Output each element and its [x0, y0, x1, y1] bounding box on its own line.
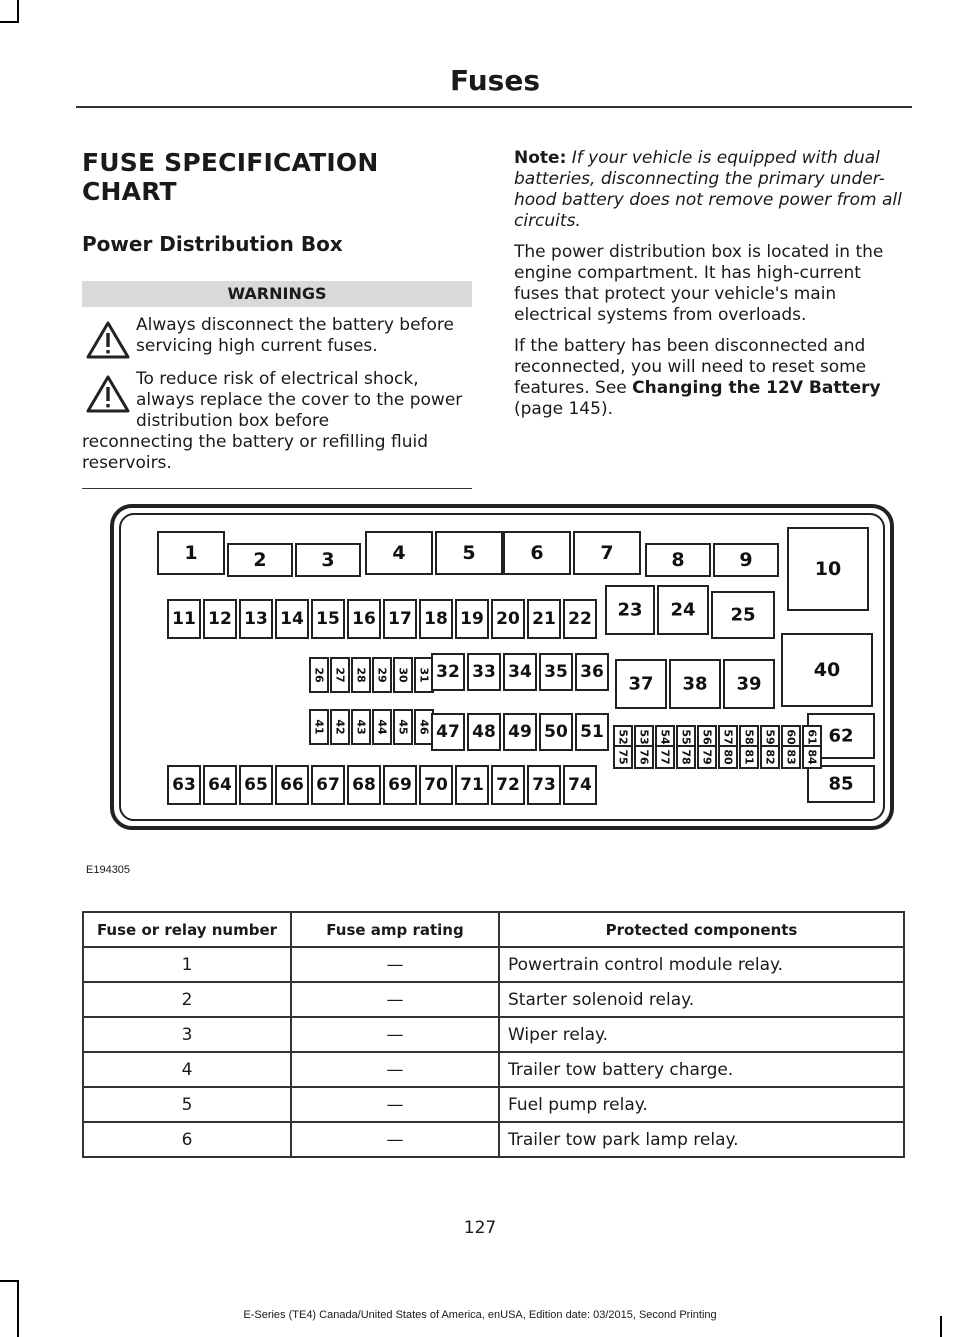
fuse-slot-37 — [616, 660, 666, 708]
fuse-slot-17 — [384, 600, 416, 638]
svg-text:18: 18 — [424, 609, 448, 629]
fuse-slot-18 — [420, 600, 452, 638]
note-text: If your vehicle is equipped with dual batteries, disconnecting the primary under-hood battery does not remove power from all circuits. — [514, 148, 902, 231]
svg-text:34: 34 — [508, 662, 532, 682]
fuse-slot-71 — [456, 766, 488, 804]
fuse-slot-47 — [432, 714, 464, 750]
fuse-slot-66 — [276, 766, 308, 804]
fuse-slot-21 — [528, 600, 560, 638]
divider — [82, 488, 472, 489]
fuse-slot-15 — [312, 600, 344, 638]
fuse-slot-30 — [394, 658, 412, 692]
table-row — [83, 1017, 904, 1052]
warning-item — [82, 369, 472, 432]
fuse-slot-38 — [670, 660, 720, 708]
fuse-slot-77 — [656, 746, 674, 768]
svg-text:44: 44 — [375, 719, 389, 735]
svg-text:77: 77 — [658, 749, 672, 765]
fuse-number: 2 — [83, 982, 291, 1017]
fuse-slot-60 — [782, 726, 800, 748]
svg-text:74: 74 — [568, 775, 592, 795]
svg-text:49: 49 — [508, 722, 532, 742]
fuse-slot-5 — [436, 532, 502, 574]
svg-text:15: 15 — [316, 609, 340, 629]
svg-text:70: 70 — [424, 775, 448, 795]
svg-text:52: 52 — [616, 729, 630, 745]
svg-text:85: 85 — [828, 773, 854, 795]
svg-text:2: 2 — [253, 549, 267, 571]
svg-text:5: 5 — [462, 542, 476, 564]
svg-text:26: 26 — [312, 667, 326, 683]
svg-text:43: 43 — [354, 719, 368, 735]
fuse-slot-12 — [204, 600, 236, 638]
fuse-slot-48 — [468, 714, 500, 750]
svg-text:56: 56 — [700, 729, 714, 745]
page-header — [76, 60, 912, 108]
amp-rating: — — [291, 982, 499, 1017]
fuse-slot-56 — [698, 726, 716, 748]
fuse-slot-9 — [714, 544, 778, 576]
svg-text:69: 69 — [388, 775, 412, 795]
svg-text:17: 17 — [388, 609, 412, 629]
fuse-slot-42 — [331, 710, 349, 744]
fuse-slot-74 — [564, 766, 596, 804]
warning-text: To reduce risk of electrical shock, always replace the cover to the power distribution box before — [136, 369, 463, 431]
column-header: Fuse or relay number — [83, 912, 291, 947]
fuse-slot-82 — [761, 746, 779, 768]
fuse-slot-10 — [788, 528, 868, 610]
svg-text:65: 65 — [244, 775, 268, 795]
svg-text:78: 78 — [679, 749, 693, 765]
fuse-slot-36 — [576, 654, 608, 690]
fuse-slot-13 — [240, 600, 272, 638]
fuse-number: 3 — [83, 1017, 291, 1052]
cross-reference-link[interactable]: Changing the 12V Battery — [632, 378, 881, 398]
svg-text:63: 63 — [172, 775, 196, 795]
warning-triangle-icon — [86, 375, 130, 413]
fuse-slot-22 — [564, 600, 596, 638]
fuse-slot-11 — [168, 600, 200, 638]
svg-text:9: 9 — [739, 549, 753, 571]
svg-text:75: 75 — [616, 749, 630, 765]
fuse-slot-69 — [384, 766, 416, 804]
svg-text:24: 24 — [670, 599, 696, 621]
amp-rating: — — [291, 1122, 499, 1157]
fuse-slot-53 — [635, 726, 653, 748]
fuse-slot-20 — [492, 600, 524, 638]
fuse-number: 1 — [83, 947, 291, 982]
fuse-slot-33 — [468, 654, 500, 690]
svg-text:62: 62 — [828, 725, 854, 747]
fuse-slot-40 — [782, 634, 872, 706]
fuse-slot-65 — [240, 766, 272, 804]
svg-text:3: 3 — [321, 549, 335, 571]
svg-text:82: 82 — [763, 749, 777, 765]
fuse-slot-46 — [415, 710, 433, 744]
svg-text:10: 10 — [814, 558, 842, 580]
left-column — [82, 148, 472, 489]
fuse-slot-67 — [312, 766, 344, 804]
fuse-slot-76 — [635, 746, 653, 768]
note — [514, 148, 909, 232]
svg-text:31: 31 — [417, 667, 431, 683]
svg-text:32: 32 — [436, 662, 460, 682]
svg-text:45: 45 — [396, 719, 410, 735]
svg-text:60: 60 — [784, 729, 798, 745]
fuse-slot-45 — [394, 710, 412, 744]
svg-text:83: 83 — [784, 749, 798, 765]
svg-text:1: 1 — [184, 542, 198, 564]
right-column — [514, 148, 909, 430]
svg-text:6: 6 — [530, 542, 544, 564]
svg-text:71: 71 — [460, 775, 484, 795]
fuse-slot-7 — [574, 532, 640, 574]
fuse-slot-1 — [158, 532, 224, 574]
fuse-number: 4 — [83, 1052, 291, 1087]
fuse-slot-27 — [331, 658, 349, 692]
fuse-slot-52 — [614, 726, 632, 748]
amp-rating: — — [291, 947, 499, 982]
fuse-slot-31 — [415, 658, 433, 692]
table-header-row — [83, 912, 904, 947]
fuse-slot-61 — [803, 726, 821, 748]
svg-text:46: 46 — [417, 719, 431, 735]
svg-text:73: 73 — [532, 775, 556, 795]
fuse-slot-28 — [352, 658, 370, 692]
svg-text:51: 51 — [580, 722, 604, 742]
warning-item — [82, 315, 472, 357]
fuse-slot-51 — [576, 714, 608, 750]
protected-component: Powertrain control module relay. — [499, 947, 904, 982]
svg-text:61: 61 — [805, 729, 819, 745]
svg-text:20: 20 — [496, 609, 520, 629]
svg-text:81: 81 — [742, 749, 756, 765]
fuse-slot-32 — [432, 654, 464, 690]
protected-component: Wiper relay. — [499, 1017, 904, 1052]
fuse-slot-63 — [168, 766, 200, 804]
fuse-slot-85 — [808, 766, 874, 802]
svg-text:42: 42 — [333, 719, 347, 735]
fuse-slot-26 — [310, 658, 328, 692]
note-label: Note: — [514, 148, 567, 168]
svg-text:25: 25 — [730, 604, 756, 626]
svg-text:76: 76 — [637, 749, 651, 765]
warning-text: Always disconnect the battery before servicing high current fuses. — [136, 315, 455, 356]
table-row — [83, 1087, 904, 1122]
fuse-slot-4 — [366, 532, 432, 574]
svg-text:29: 29 — [375, 667, 389, 683]
fuse-number: 6 — [83, 1122, 291, 1157]
svg-text:57: 57 — [721, 729, 735, 745]
fuse-slot-55 — [677, 726, 695, 748]
fuse-slot-19 — [456, 600, 488, 638]
svg-text:14: 14 — [280, 609, 304, 629]
protected-component: Fuel pump relay. — [499, 1087, 904, 1122]
svg-text:28: 28 — [354, 667, 368, 683]
svg-text:7: 7 — [600, 542, 614, 564]
fuse-slot-14 — [276, 600, 308, 638]
page-title: Fuses — [450, 64, 540, 97]
fuse-slot-84 — [803, 746, 821, 768]
svg-text:27: 27 — [333, 667, 347, 683]
svg-text:22: 22 — [568, 609, 592, 629]
svg-text:23: 23 — [617, 599, 643, 621]
svg-text:64: 64 — [208, 775, 232, 795]
fuse-slot-2 — [228, 544, 292, 576]
fuse-slot-64 — [204, 766, 236, 804]
fuse-slot-80 — [719, 746, 737, 768]
svg-text:11: 11 — [172, 609, 196, 629]
svg-text:67: 67 — [316, 775, 340, 795]
fuse-number: 5 — [83, 1087, 291, 1122]
protected-component: Starter solenoid relay. — [499, 982, 904, 1017]
fuse-slot-83 — [782, 746, 800, 768]
fuse-slot-50 — [540, 714, 572, 750]
svg-text:16: 16 — [352, 609, 376, 629]
svg-text:4: 4 — [392, 542, 406, 564]
fuse-slot-72 — [492, 766, 524, 804]
fuse-slot-41 — [310, 710, 328, 744]
svg-text:13: 13 — [244, 609, 268, 629]
fuse-slot-43 — [352, 710, 370, 744]
warning-triangle-icon — [86, 321, 130, 359]
page-number: 127 — [463, 1218, 497, 1238]
fuse-slot-79 — [698, 746, 716, 768]
fuse-slot-68 — [348, 766, 380, 804]
svg-text:30: 30 — [396, 667, 410, 683]
svg-text:37: 37 — [628, 673, 654, 695]
column-header: Fuse amp rating — [291, 912, 499, 947]
fuse-slot-34 — [504, 654, 536, 690]
body-paragraph — [514, 336, 909, 420]
crop-mark — [17, 0, 19, 22]
svg-text:59: 59 — [763, 729, 777, 745]
amp-rating: — — [291, 1052, 499, 1087]
svg-text:72: 72 — [496, 775, 520, 795]
fuse-slot-6 — [504, 532, 570, 574]
svg-text:58: 58 — [742, 729, 756, 745]
warning-continuation: reconnecting the battery or refilling fluid reservoirs. — [82, 432, 429, 473]
fuse-slot-54 — [656, 726, 674, 748]
fuse-slot-59 — [761, 726, 779, 748]
svg-text:8: 8 — [671, 549, 685, 571]
fuse-slot-70 — [420, 766, 452, 804]
fuse-slot-29 — [373, 658, 391, 692]
body-text: (page 145). — [514, 399, 613, 419]
fuse-slot-44 — [373, 710, 391, 744]
fuse-slot-58 — [740, 726, 758, 748]
svg-text:12: 12 — [208, 609, 232, 629]
section-subtitle: Power Distribution Box — [82, 232, 343, 256]
svg-text:48: 48 — [472, 722, 496, 742]
fuse-slot-8 — [646, 544, 710, 576]
svg-text:36: 36 — [580, 662, 604, 682]
svg-text:21: 21 — [532, 609, 556, 629]
amp-rating: — — [291, 1017, 499, 1052]
svg-text:38: 38 — [682, 673, 708, 695]
svg-text:55: 55 — [679, 729, 693, 745]
crop-mark — [0, 1280, 19, 1282]
svg-text:41: 41 — [312, 719, 326, 735]
svg-text:79: 79 — [700, 749, 714, 765]
table-row — [83, 947, 904, 982]
crop-mark — [0, 21, 19, 23]
fuse-slot-57 — [719, 726, 737, 748]
fuse-slot-25 — [712, 592, 774, 638]
table-row — [83, 982, 904, 1017]
svg-text:40: 40 — [813, 659, 841, 681]
table-row — [83, 1052, 904, 1087]
fuse-box-diagram — [110, 500, 894, 832]
warnings-bar: WARNINGS — [82, 281, 472, 307]
fuse-slot-78 — [677, 746, 695, 768]
svg-text:33: 33 — [472, 662, 496, 682]
protected-component: Trailer tow battery charge. — [499, 1052, 904, 1087]
fuse-slot-39 — [724, 660, 774, 708]
svg-text:47: 47 — [436, 722, 460, 742]
protected-component: Trailer tow park lamp relay. — [499, 1122, 904, 1157]
fuse-slot-75 — [614, 746, 632, 768]
fuse-table — [82, 911, 905, 1158]
svg-text:19: 19 — [460, 609, 484, 629]
body-text: If the battery has been disconnected and reconnected, you will need to reset some features. See — [514, 336, 867, 398]
fuse-slot-16 — [348, 600, 380, 638]
fuse-slot-3 — [296, 544, 360, 576]
svg-text:50: 50 — [544, 722, 568, 742]
fuse-slot-24 — [658, 586, 708, 634]
column-header: Protected components — [499, 912, 904, 947]
fuse-slot-73 — [528, 766, 560, 804]
amp-rating: — — [291, 1087, 499, 1122]
svg-text:66: 66 — [280, 775, 304, 795]
svg-text:84: 84 — [805, 749, 819, 765]
svg-text:53: 53 — [637, 729, 651, 745]
fuse-slot-81 — [740, 746, 758, 768]
page-footer: E-Series (TE4) Canada/United States of America, enUSA, Edition date: 03/2015, Second Printing — [243, 1309, 717, 1321]
figure-code: E194305 — [86, 864, 131, 876]
body-paragraph: The power distribution box is located in the engine compartment. It has high-current fuses that protect your vehicle's main electrical systems from overloads. — [514, 242, 884, 325]
svg-text:80: 80 — [721, 749, 735, 765]
svg-text:39: 39 — [736, 673, 762, 695]
fuse-slot-49 — [504, 714, 536, 750]
fuse-slot-35 — [540, 654, 572, 690]
svg-text:35: 35 — [544, 662, 568, 682]
table-row — [83, 1122, 904, 1157]
fuse-slot-23 — [606, 586, 654, 634]
svg-text:68: 68 — [352, 775, 376, 795]
section-title: FUSE SPECIFICATION CHART — [82, 148, 379, 206]
svg-text:54: 54 — [658, 729, 672, 745]
